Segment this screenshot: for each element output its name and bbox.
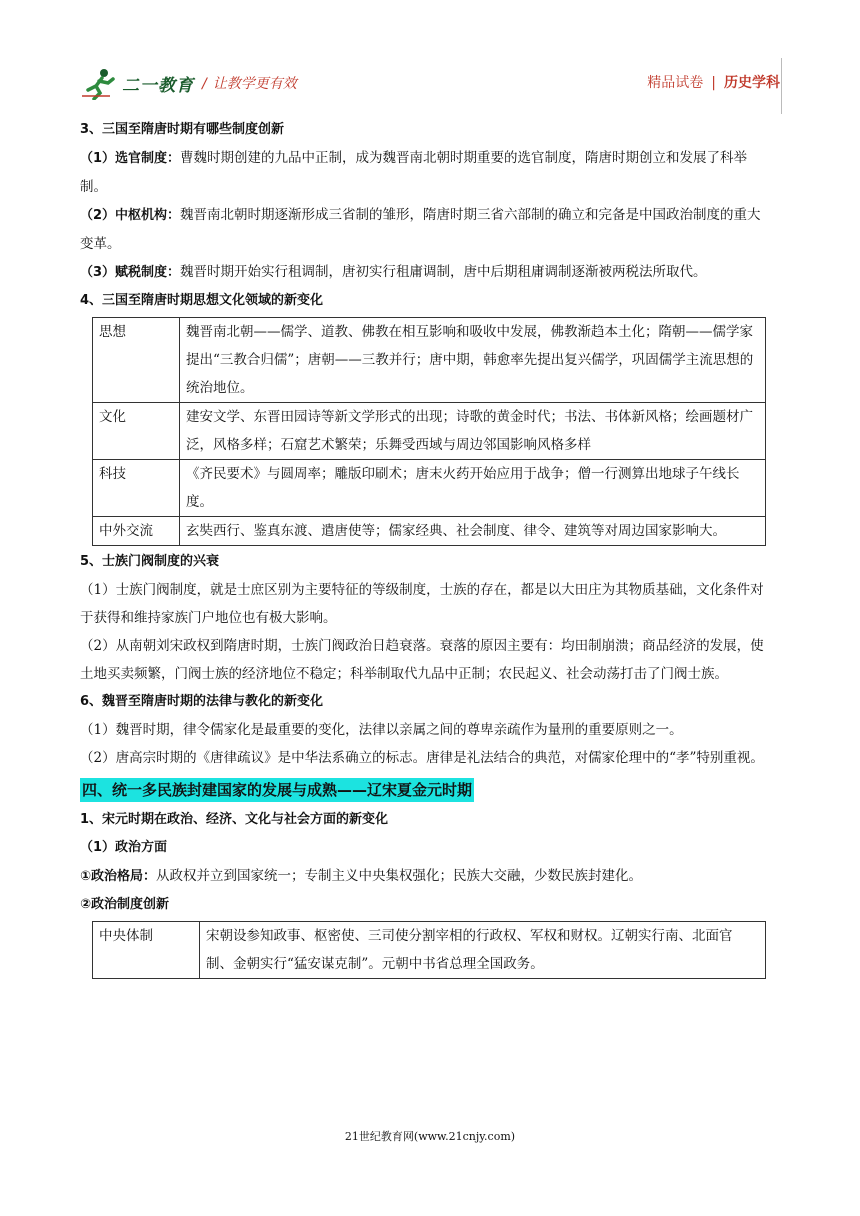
header-divider [781, 58, 782, 114]
item1-label: ①政治格局： [80, 869, 157, 884]
culture-table [92, 317, 766, 546]
section-5-title: 5、士族门阀制度的兴衰 [80, 554, 220, 569]
s6-para-2: （2）唐高宗时期的《唐律疏议》是中华法系确立的标志。唐律是礼法结合的典范，对儒家伦理中的“孝”特别重视。 [80, 750, 764, 766]
s3-label-3: （3）赋税制度： [80, 265, 181, 280]
s3-text-1: 曹魏时期创建的九品中正制，成为魏晋南北朝时期重要的选官制度，隋唐时期创立和发展了科举制。 [80, 150, 748, 195]
section-4-title: 4、三国至隋唐时期思想文化领域的新变化 [80, 293, 324, 308]
tag-left: 精品试卷 [647, 75, 704, 91]
subject-tag [647, 72, 780, 92]
row-key: 中外交流 [93, 517, 180, 546]
table-row [93, 403, 766, 460]
part4-sub1: （1）政治方面 [80, 840, 168, 855]
row-key: 思想 [93, 318, 180, 403]
part4-item1 [80, 862, 770, 891]
slash-divider: / [202, 76, 207, 92]
section-6-title: 6、魏晋至隋唐时期的法律与教化的新变化 [80, 694, 324, 709]
s3-text-2: 魏晋南北朝时期逐渐形成三省制的雏形，隋唐时期三省六部制的确立和完备是中国政治制度的重大变革。 [80, 207, 761, 252]
tag-right: 历史学科 [724, 75, 780, 91]
tag-separator: | [711, 75, 716, 91]
table-row [93, 922, 766, 979]
s3-text-3: 魏晋时期开始实行租调制，唐初实行租庸调制，唐中后期租庸调制逐渐被两税法所取代。 [180, 264, 707, 280]
runner-logo-icon [80, 66, 120, 100]
row-key: 中央体制 [93, 922, 200, 979]
s6-para-1: （1）魏晋时期，律令儒家化是最重要的变化，法律以亲属之间的尊卑亲疏作为量刑的重要原则之一。 [80, 722, 683, 738]
brand-logo [80, 66, 297, 100]
table-row [93, 460, 766, 517]
institution-table [92, 921, 766, 979]
part4-s1-title: 1、宋元时期在政治、经济、文化与社会方面的新变化 [80, 812, 389, 827]
row-value: 玄奘西行、鉴真东渡、遣唐使等；儒家经典、社会制度、律令、建筑等对周边国家影响大。 [180, 517, 766, 546]
row-value: 建安文学、东晋田园诗等新文学形式的出现；诗歌的黄金时代；书法、书体新风格；绘画题材广泛，风格多样；石窟艺术繁荣；乐舞受西域与周边邻国影响风格多样 [180, 403, 766, 460]
table-row [93, 517, 766, 546]
row-key: 文化 [93, 403, 180, 460]
brand-slogan [202, 73, 297, 93]
page-header [80, 66, 780, 106]
part-4-heading: 四、统一多民族封建国家的发展与成熟——辽宋夏金元时期 [80, 778, 474, 802]
s3-para-2 [80, 201, 770, 258]
page-footer: 21世纪教育网(www.21cnjy.com) [344, 1130, 516, 1143]
slogan-text: 让教学更有效 [212, 76, 297, 92]
section-3-title: 3、三国至隋唐时期有哪些制度创新 [80, 122, 285, 137]
row-key: 科技 [93, 460, 180, 517]
table-row [93, 318, 766, 403]
part4-item2-label: ②政治制度创新 [80, 897, 170, 912]
s3-label-1: （1）选官制度： [80, 151, 181, 166]
row-value: 魏晋南北朝——儒学、道教、佛教在相互影响和吸收中发展，佛教渐趋本土化；隋朝——儒学家提出“三教合归儒”；唐朝——三教并行；唐中期，韩愈率先提出复兴儒学，巩固儒学主流思想的统治地位。 [180, 318, 766, 403]
item1-text: 从政权并立到国家统一；专制主义中央集权强化；民族大交融，少数民族封建化。 [156, 868, 643, 884]
s3-para-1 [80, 144, 770, 201]
s5-para-2: （2）从南朝刘宋政权到隋唐时期，士族门阀政治日趋衰落。衰落的原因主要有：均田制崩溃；商品经济的发展，使土地买卖频繁，门阀士族的经济地位不稳定；科举制取代九品中正制；农民起义、社会动荡打击了门阀士族。 [80, 638, 764, 682]
row-value: 《齐民要术》与圆周率；雕版印刷术；唐末火药开始应用于战争；僧一行测算出地球子午线长度。 [180, 460, 766, 517]
s3-para-3 [80, 258, 770, 287]
s3-label-2: （2）中枢机构： [80, 208, 181, 223]
s5-para-1: （1）士族门阀制度，就是士庶区别为主要特征的等级制度，士族的存在，都是以大田庄为其物质基础，文化条件对于获得和维持家族门户地位也有极大影响。 [80, 582, 764, 626]
brand-name: 二一教育 [122, 75, 194, 96]
document-body [80, 116, 770, 981]
row-value: 宋朝设参知政事、枢密使、三司使分割宰相的行政权、军权和财权。辽朝实行南、北面官制、金朝实行“猛安谋克制”。元朝中书省总理全国政务。 [200, 922, 766, 979]
